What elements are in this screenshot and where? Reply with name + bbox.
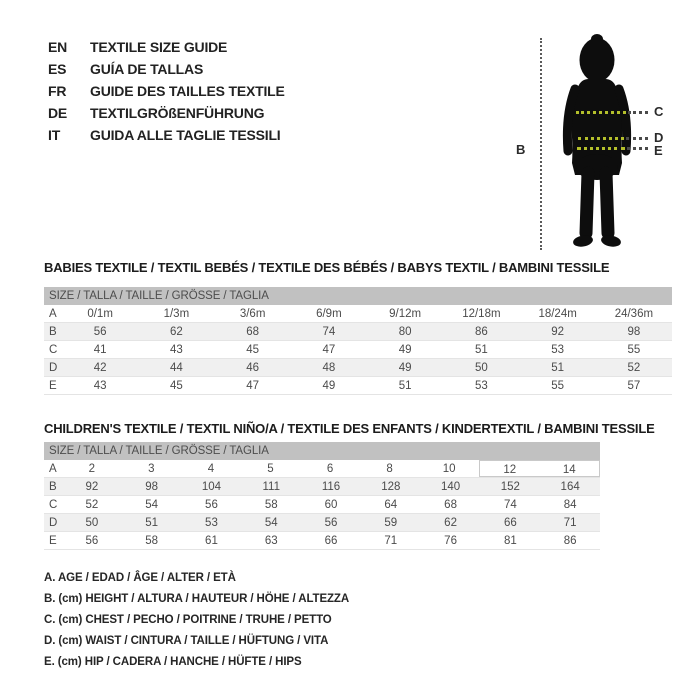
legend-item: B. (cm) HEIGHT / ALTURA / HAUTEUR / HÖHE / ALTEZZA [44,593,350,605]
row-label: D [49,362,58,374]
figure-label-hip: E [654,143,663,158]
cell: 49 [398,344,412,356]
babies-section-title: BABIES TEXTILE / TEXTIL BEBÉS / TEXTILE DES BÉBÉS / BABYS TEXTIL / BAMBINI TESSILE [44,260,610,275]
language-code: ES [48,61,67,77]
language-row [48,124,285,146]
table-row [44,514,600,532]
hip-measure-line [577,147,625,150]
cell: 164 [560,481,580,493]
cell: 47 [246,380,260,392]
cell: 60 [324,499,338,511]
cell: 2 [88,463,95,475]
children-section-title: CHILDREN'S TEXTILE / TEXTIL NIÑO/A / TEXTILE DES ENFANTS / KINDERTEXTIL / BAMBINI TESSILE [44,421,655,436]
child-silhouette-icon [545,25,665,260]
language-label: GUÍA DE TALLAS [90,61,204,77]
cell: 81 [503,535,517,547]
language-label: GUIDA ALLE TAGLIE TESSILI [90,127,281,143]
cell: 3/6m [239,308,266,320]
chest-measure-line-ext [628,111,648,114]
hip-measure-line-ext [627,147,648,150]
cell: 51 [145,517,159,529]
cell: 58 [145,535,159,547]
table-row [44,532,600,550]
cell: 50 [85,517,99,529]
cell: 56 [93,326,107,338]
size-header-bar: SIZE / TALLA / TAILLE / GRÖSSE / TAGLIA [44,442,600,460]
cell: 66 [503,517,517,529]
cell: 49 [398,362,412,374]
cell: 54 [264,517,278,529]
cell: 8 [386,463,393,475]
cell: 56 [324,517,338,529]
cell: 56 [85,535,99,547]
measurement-legend [44,568,349,673]
language-label: GUIDE DES TAILLES TEXTILE [90,83,285,99]
cell: 104 [201,481,222,493]
cell: 41 [93,344,107,356]
figure-label-chest: C [654,104,664,119]
cell: 84 [563,499,577,511]
cell: 51 [398,380,412,392]
legend-item: A. AGE / EDAD / ÂGE / ALTER / ETÀ [44,572,236,584]
figure-label-waist: D [654,130,664,145]
cell: 64 [384,499,398,511]
legend-item: D. (cm) WAIST / CINTURA / TAILLE / HÜFTUNG / VITA [44,635,329,647]
cell: 51 [474,344,488,356]
cell: 54 [145,499,159,511]
cell: 61 [205,535,218,547]
size-header-bar: SIZE / TALLA / TAILLE / GRÖSSE / TAGLIA [44,287,672,305]
waist-measure-line-ext [626,137,648,140]
waist-measure-line [578,137,624,140]
language-list [48,36,285,146]
language-label: TEXTILE SIZE GUIDE [90,39,228,55]
table-row [44,478,600,496]
cell: 116 [321,481,341,493]
cell: 56 [205,499,218,511]
cell: 9/12m [389,308,422,320]
cell: 92 [85,481,99,493]
cell: 58 [264,499,278,511]
cell: 71 [384,535,398,547]
cell: 57 [627,380,641,392]
chest-measure-line [576,111,626,114]
row-label: A [49,308,57,320]
height-measure-line [540,38,542,250]
children-size-table [44,442,600,550]
cell: 74 [503,499,517,511]
cell: 59 [384,517,398,529]
cell: 52 [627,362,641,374]
cell: 43 [169,344,183,356]
cell: 62 [169,326,183,338]
row-label: E [49,380,57,392]
cell: 128 [381,481,401,493]
table-row [44,323,672,341]
cell: 140 [440,481,461,493]
cell: 49 [322,380,336,392]
cell: 46 [246,362,260,374]
row-label: C [49,344,58,356]
cell: 71 [563,517,577,529]
cell: 152 [500,481,520,493]
cell: 50 [474,362,488,374]
language-code: IT [48,127,61,143]
cell: 6/9m [316,308,342,320]
table-row [44,496,600,514]
cell: 10 [442,463,456,475]
cell: 14 [540,460,601,477]
cell: 1/3m [163,308,190,320]
cell: 18/24m [538,308,577,320]
language-code: FR [48,83,67,99]
cell: 55 [627,344,641,356]
row-label: D [49,517,58,529]
cell: 74 [322,326,336,338]
cell: 86 [474,326,488,338]
cell: 98 [627,326,641,338]
cell: 53 [205,517,218,529]
table-row [44,460,600,478]
legend-item: E. (cm) HIP / CADERA / HANCHE / HÜFTE / HIPS [44,656,302,668]
cell: 42 [93,362,107,374]
row-label: E [49,535,57,547]
language-row [48,102,285,124]
row-label: B [49,481,57,493]
language-label: TEXTILGRÖßENFÜHRUNG [90,105,265,121]
table-row [44,341,672,359]
language-row [48,80,285,102]
size-figure [500,20,700,265]
cell: 66 [324,535,338,547]
cell: 55 [551,380,565,392]
cell: 43 [93,380,107,392]
babies-size-table [44,287,672,395]
cell: 24/36m [614,308,654,320]
cell: 4 [207,463,215,475]
cell: 111 [262,481,280,493]
row-label: C [49,499,58,511]
cell: 68 [246,326,260,338]
cell: 3 [148,463,155,475]
cell: 53 [474,380,488,392]
language-row [48,36,285,58]
cell: 68 [444,499,457,511]
cell: 12/18m [462,308,501,320]
cell: 44 [169,362,183,374]
language-code: DE [48,105,68,121]
cell: 86 [563,535,577,547]
cell: 62 [444,517,457,529]
language-code: EN [48,39,68,55]
cell: 63 [264,535,278,547]
language-row [48,58,285,80]
cell: 51 [551,362,565,374]
cell: 76 [444,535,457,547]
cell: 47 [322,344,336,356]
cell: 98 [145,481,159,493]
cell: 6 [326,463,334,475]
table-row [44,377,672,395]
cell: 48 [322,362,336,374]
row-label: A [49,463,57,475]
cell: 80 [398,326,412,338]
cell: 45 [169,380,183,392]
cell: 53 [551,344,565,356]
cell: 52 [85,499,99,511]
cell: 12 [479,460,540,477]
cell: 92 [551,326,565,338]
figure-label-height: B [516,142,526,157]
table-row [44,305,672,323]
cell: 5 [267,463,274,475]
table-row [44,359,672,377]
row-label: B [49,326,57,338]
cell: 0/1m [87,308,113,320]
cell: 45 [246,344,260,356]
legend-item: C. (cm) CHEST / PECHO / POITRINE / TRUHE / PETTO [44,614,332,626]
